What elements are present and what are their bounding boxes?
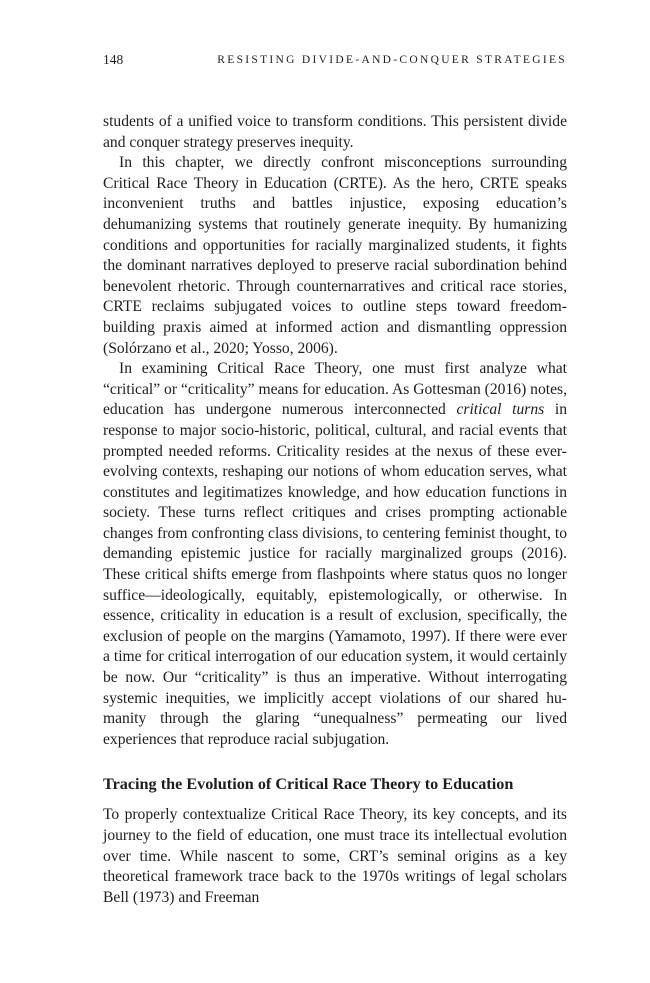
paragraph-text: In examining Critical Race Theory, one must first analyze what “critical” or “criticality” means for education. As Gottesman (2016) notes, education has undergone numerous interconnected: [103, 360, 567, 419]
paragraph-text: in response to major socio-historic, political, cultural, and racial events that prompted needed reforms. Criticality resides at the nexus of these ever-evolving contexts, reshaping our notions of whom education serves, what constitutes and legitimatizes knowledge, and how education functions in society. These turns reflect critiques and crises prompting actionable changes from confronting class divisions, to centering feminist thought, to demanding epistemic justice for racially marginalized groups (2016). These critical shifts emerge from flashpoints where status quos no longer suffice—ideologically, equitably, epistemologically, or otherwise. In essence, criticality in education is a result of exclusion, specifically, the exclusion of people on the margins (Yamamoto, 1997). If there were ever a time for critical interrogation of our education system, it would certainly be now. Our “criticality” is thus an imperative. Without interrogating systemic inequities, we implicitly accept violations of our shared humanity through the glaring “unequalness” permeating our lived experiences that reproduce racial subjugation.: [103, 401, 567, 748]
emphasis-critical-turns: critical turns: [456, 401, 545, 419]
paragraph-evolution: To properly contextualize Critical Race Theory, its key concepts, and its journey to the field of education, one must trace its intellectual evolution over time. While nascent to some, CRT’s seminal origins as a key theoretical framework trace back to the 1970s writings of legal scholars Bell (1973) and Freeman: [103, 806, 567, 906]
section-heading: Tracing the Evolution of Critical Race Theory to Education: [103, 775, 514, 794]
paragraph-criticality: [103, 359, 567, 750]
paragraph-chapter-intro: In this chapter, we directly confront misconceptions surrounding Critical Race Theory in Education (CRTE). As the hero, CRTE speaks inconvenient truths and battles injustice, exposing education’s dehumanizing systems that routinely generate inequity. By humanizing conditions and opportunities for racially marginalized students, it fights the dominant narratives deployed to preserve racial subordination behind benevolent rhetoric. Through counternarratives and critical race stories, CRTE reclaims subjugated voices to outline steps toward freedom-building praxis aimed at informed action and dismantling oppression (Solórzano et al., 2020; Yosso, 2006).: [103, 154, 567, 357]
page-number: 148: [103, 52, 124, 67]
running-title: RESISTING DIVIDE-AND-CONQUER STRATEGIES: [217, 54, 567, 66]
body-text: [103, 112, 567, 908]
running-head: [103, 51, 567, 69]
paragraph-continuation: students of a unified voice to transform conditions. This persistent divide and conquer strategy preserves inequity.: [103, 113, 567, 151]
